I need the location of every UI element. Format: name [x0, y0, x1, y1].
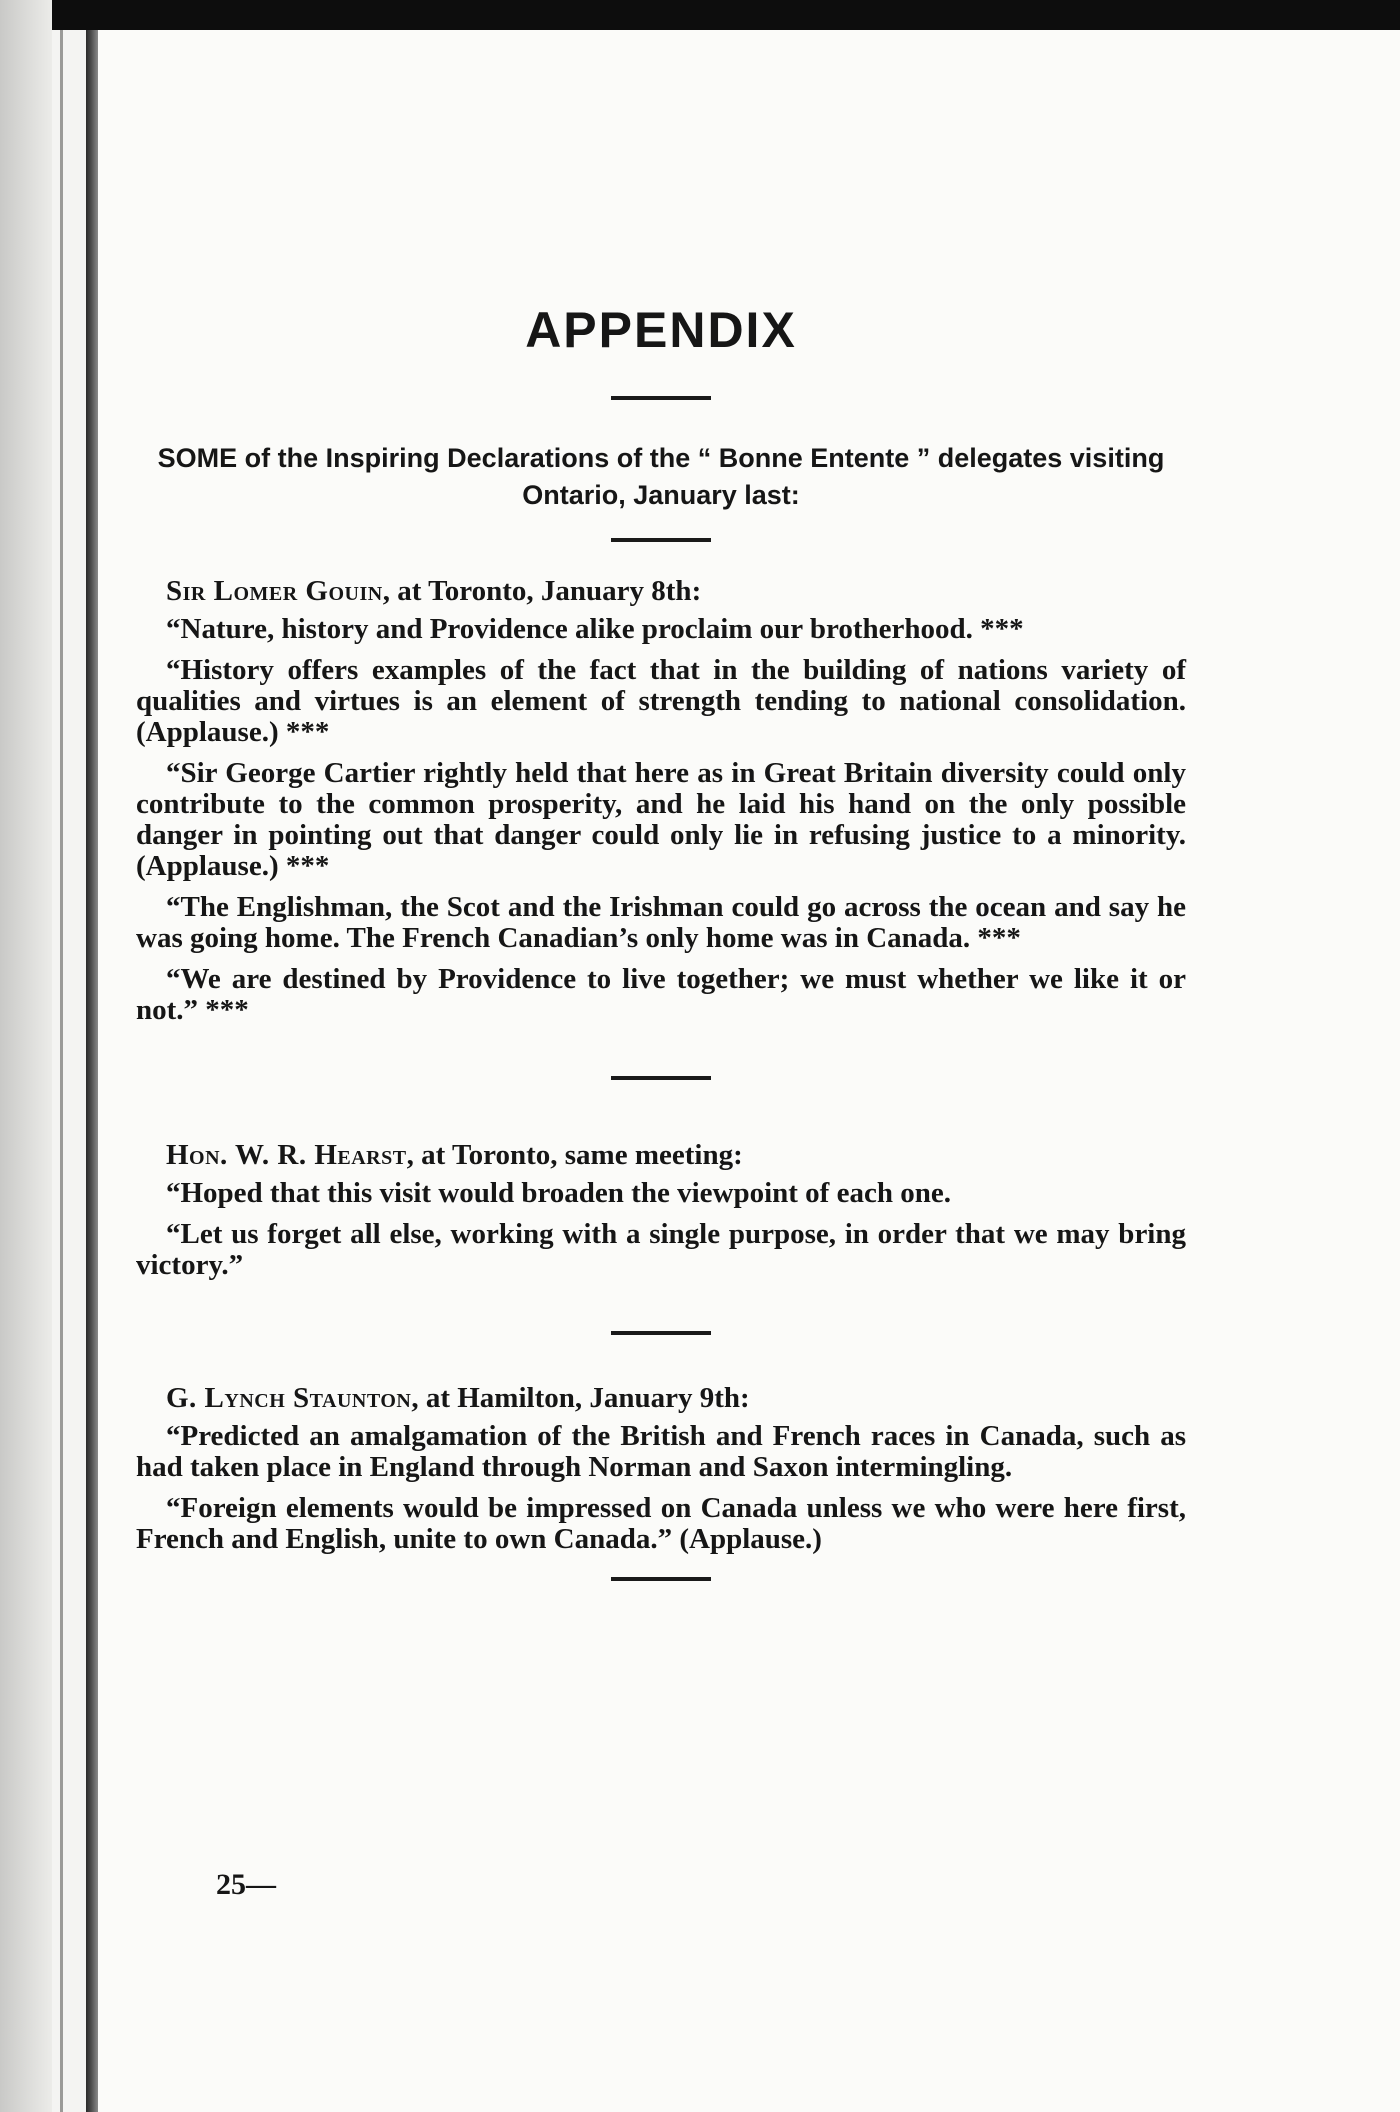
speaker-context: , at Toronto, January 8th: [382, 575, 702, 607]
book-gutter-edge [86, 30, 98, 2112]
speaker-line [136, 1136, 1186, 1174]
page-edge-line [60, 30, 63, 2112]
speaker-line [136, 572, 1186, 610]
speaker-line [136, 1379, 1186, 1417]
page-content [136, 300, 1186, 1581]
intro-heading: SOME of the Inspiring Declarations of the “ Bonne Entente ” delegates visiting Ontario, January last: [157, 443, 1165, 510]
speaker-name: G. Lynch Staunton [166, 1382, 412, 1414]
speaker-name: Sir Lomer Gouin [166, 575, 383, 607]
closing-divider [611, 1577, 711, 1581]
book-spine-shadow [0, 0, 52, 2112]
section-gouin [136, 572, 1186, 1026]
quote-paragraph: “Hoped that this visit would broaden the viewpoint of each one. [166, 1177, 951, 1209]
section-hearst [136, 1136, 1186, 1281]
page-title: APPENDIX [525, 302, 797, 358]
section-divider [611, 1076, 711, 1080]
scan-top-border [0, 0, 1400, 30]
quote-paragraph: “Predicted an amalgamation of the British and French races in Canada, such as had taken place in England through Norman and Saxon intermingling. [136, 1420, 1186, 1483]
section-divider [611, 1331, 711, 1335]
intro-divider [611, 538, 711, 542]
quote-paragraph: “We are destined by Providence to live together; we must whether we like it or not.” *** [136, 963, 1186, 1026]
speaker-context: , at Toronto, same meeting: [406, 1139, 743, 1171]
quote-paragraph: “The Englishman, the Scot and the Irishman could go across the ocean and say he was going home. The French Canadian’s only home was in Canada. *** [136, 891, 1186, 954]
quote-paragraph: “Nature, history and Providence alike proclaim our brotherhood. *** [166, 613, 1024, 645]
speaker-context: , at Hamilton, January 9th: [411, 1382, 750, 1414]
page-number: 25— [216, 1868, 276, 1901]
section-staunton [136, 1379, 1186, 1555]
quote-paragraph: “Sir George Cartier rightly held that here as in Great Britain diversity could only contribute to the common prosperity, and he laid his hand on the only possible danger in pointing out that danger could only lie in refusing justice to a minority. (Applause.) *** [136, 757, 1186, 882]
speaker-name: Hon. W. R. Hearst [166, 1139, 407, 1171]
title-divider [611, 396, 711, 400]
quote-paragraph: “History offers examples of the fact that in the building of nations variety of qualities and virtues is an element of strength tending to national consolidation. (Applause.) *** [136, 654, 1186, 748]
quote-paragraph: “Foreign elements would be impressed on Canada unless we who were here first, French and English, unite to own Canada.” (Applause.) [136, 1492, 1186, 1555]
quote-paragraph: “Let us forget all else, working with a single purpose, in order that we may bring victory.” [136, 1218, 1186, 1281]
